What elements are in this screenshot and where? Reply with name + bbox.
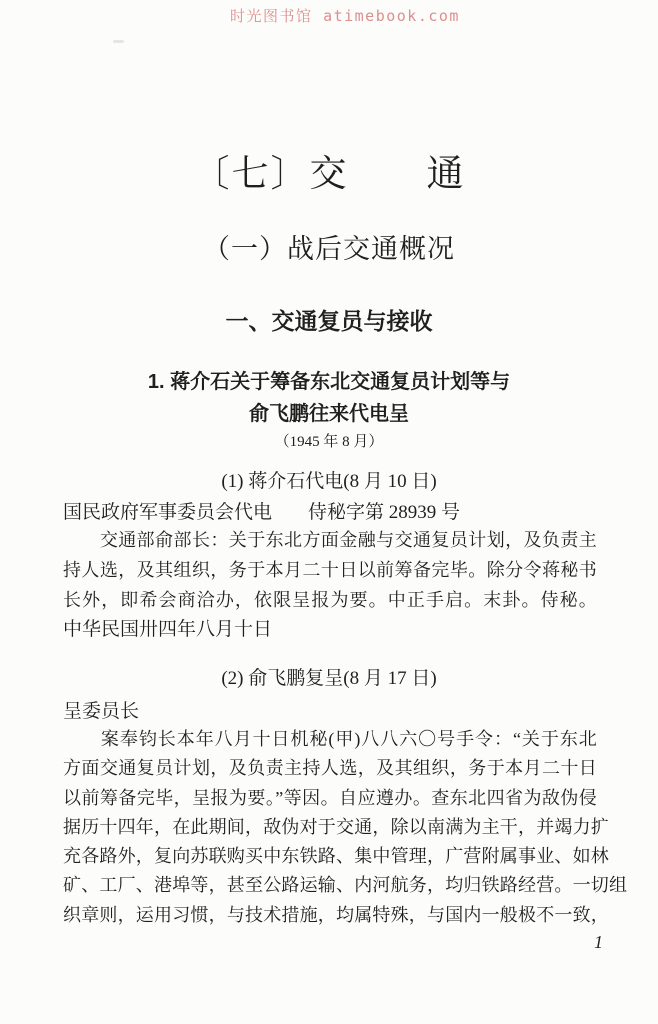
telegram1-address-line (63, 497, 597, 524)
telegram1-body-line: 交通部俞部长：关于东北方面金融与交通复员计划，及负责主 (63, 530, 597, 550)
scan-smudge-artifact (113, 40, 124, 43)
document-title-line1: 1. 蒋介石关于筹备东北交通复员计划等与 (147, 371, 511, 393)
section-title: （一）战后交通概况 (203, 234, 455, 264)
telegram2-body-line: 矿、工厂、港埠等，甚至公路运输、内河航务，均归铁路经营。一切组 (63, 875, 628, 896)
telegram1-body (63, 526, 597, 615)
telegram1-sender: 国民政府军事委员会代电 (63, 502, 273, 523)
telegram2-body-line: 以前筹备完毕，呈报为要。”等因。自应遵办。查东北四省为敌伪侵 (63, 787, 597, 808)
library-watermark: 时光图书馆 atimebook.com (230, 7, 460, 25)
telegram2-body (63, 725, 628, 930)
subsection-title: 一、交通复员与接收 (225, 309, 433, 334)
telegram1-ref-number: 侍秘字第 28939 号 (308, 502, 461, 523)
telegram1-date-line: 中华民国卅四年八月十日 (63, 619, 273, 640)
telegram1-body-line: 持人选，及其组织，务于本月二十日以前筹备完毕。除分令蒋秘书 (63, 559, 597, 580)
document-date: （1945 年 8 月） (274, 434, 384, 450)
page-number: 1 (594, 932, 603, 952)
telegram2-body-line: 方面交通复员计划，及负责主持人选，及其组织，务于本月二十日 (63, 758, 597, 779)
telegram2-body-line: 充各路外，复向苏联购买中东铁路、集中管理，广营附属事业、如林 (63, 846, 609, 867)
telegram1-body-line: 长外，即希会商洽办，依限呈报为要。中正手启。末卦。侍秘。 (63, 589, 597, 610)
telegram2-body-line: 织章则，运用习惯，与技术措施，均属特殊，与国内一般极不一致， (63, 904, 609, 925)
telegram2-body-line: 案奉钧长本年八月十日机秘(甲)八八六〇号手令：“关于东北 (63, 729, 597, 749)
telegram2-heading: (2) 俞飞鹏复呈(8 月 17 日) (221, 668, 437, 689)
telegram2-body-line: 据历十四年，在此期间，敌伪对于交通，除以南满为主干，并竭力扩 (63, 816, 609, 837)
document-title-line2: 俞飞鹏往来代电呈 (249, 403, 409, 425)
telegram1-heading: (1) 蒋介石代电(8 月 10 日) (221, 471, 437, 492)
telegram2-salutation: 呈委员长 (63, 701, 140, 722)
chapter-title: 〔七〕交 通 (192, 154, 466, 195)
